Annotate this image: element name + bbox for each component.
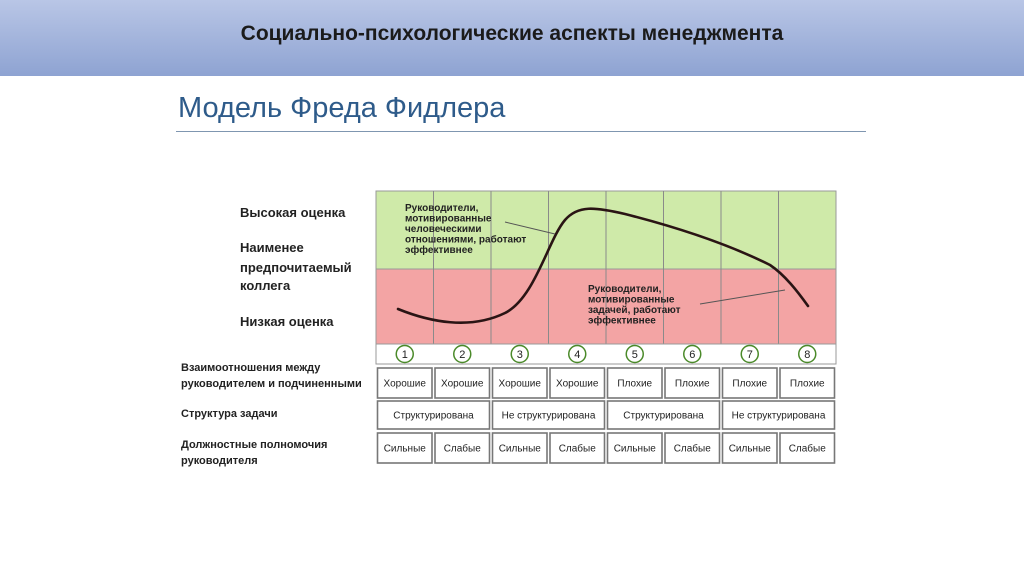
power-cell-text: Слабые (673, 443, 711, 455)
situation-number: 5 (631, 349, 638, 361)
situation-number: 2 (459, 349, 466, 361)
power-label-line1: Должностные полномочия (181, 439, 328, 451)
low-score-label: Низкая оценка (240, 314, 334, 329)
header-title: Социально-психологические аспекты менеджмента (240, 22, 784, 45)
relations-label-line1: Взаимоотношения между (181, 362, 321, 374)
structure-cell-text: Не структурирована (501, 410, 596, 422)
situation-number: 6 (689, 349, 696, 361)
power-cell-text: Сильные (613, 443, 656, 455)
situations-table (378, 368, 835, 463)
situation-strip (376, 344, 836, 364)
situation-number: 7 (746, 349, 753, 361)
relations-cell-text: Плохие (674, 378, 710, 390)
power-cell-text: Слабые (788, 443, 826, 455)
power-cell-text: Сильные (728, 443, 771, 455)
lpc-label-line1: Наименее (240, 240, 304, 255)
relations-cell-text: Хорошие (556, 378, 599, 390)
annotation-top-line: мотивированные (405, 213, 492, 225)
relations-label-line2: руководителем и подчиненными (181, 378, 362, 390)
power-cell-text: Сильные (498, 443, 541, 455)
annotation-bottom-line: мотивированные (588, 294, 675, 306)
relations-cell-text: Плохие (617, 378, 653, 390)
situation-number: 1 (401, 349, 408, 361)
annotation-bottom-line: задачей, работают (588, 305, 681, 316)
relations-cell-text: Хорошие (498, 378, 541, 390)
lpc-label-line2: предпочитаемый (240, 260, 352, 275)
power-cell-text: Слабые (443, 443, 481, 455)
high-score-label: Высокая оценка (240, 205, 346, 220)
slide-title: Модель Фреда Фидлера (178, 92, 506, 124)
structure-cell-text: Структурирована (623, 410, 704, 422)
annotation-top-line: Руководители, (405, 203, 479, 214)
lpc-label-line3: коллега (240, 278, 291, 293)
annotation-top-line: человеческими (405, 224, 482, 235)
annotation-bottom-line: эффективнее (588, 315, 656, 327)
annotation-top-line: эффективнее (405, 245, 473, 256)
relations-cell-text: Хорошие (383, 378, 426, 390)
relations-cell-text: Хорошие (441, 378, 484, 390)
power-cell-text: Слабые (558, 443, 596, 455)
task-structure-label: Структура задачи (181, 408, 278, 420)
relations-cell-text: Плохие (732, 378, 768, 390)
annotation-bottom-line: Руководители, (588, 284, 662, 295)
relations-cell-text: Плохие (789, 378, 825, 390)
structure-cell-text: Не структурирована (731, 410, 826, 422)
structure-cell-text: Структурирована (393, 410, 474, 422)
power-cell-text: Сильные (383, 443, 426, 455)
situation-number: 4 (574, 349, 581, 361)
situation-number: 3 (516, 349, 523, 361)
power-label-line2: руководителя (181, 455, 258, 467)
annotation-top-line: отношениями, работают (405, 234, 527, 246)
situation-number: 8 (804, 349, 811, 361)
